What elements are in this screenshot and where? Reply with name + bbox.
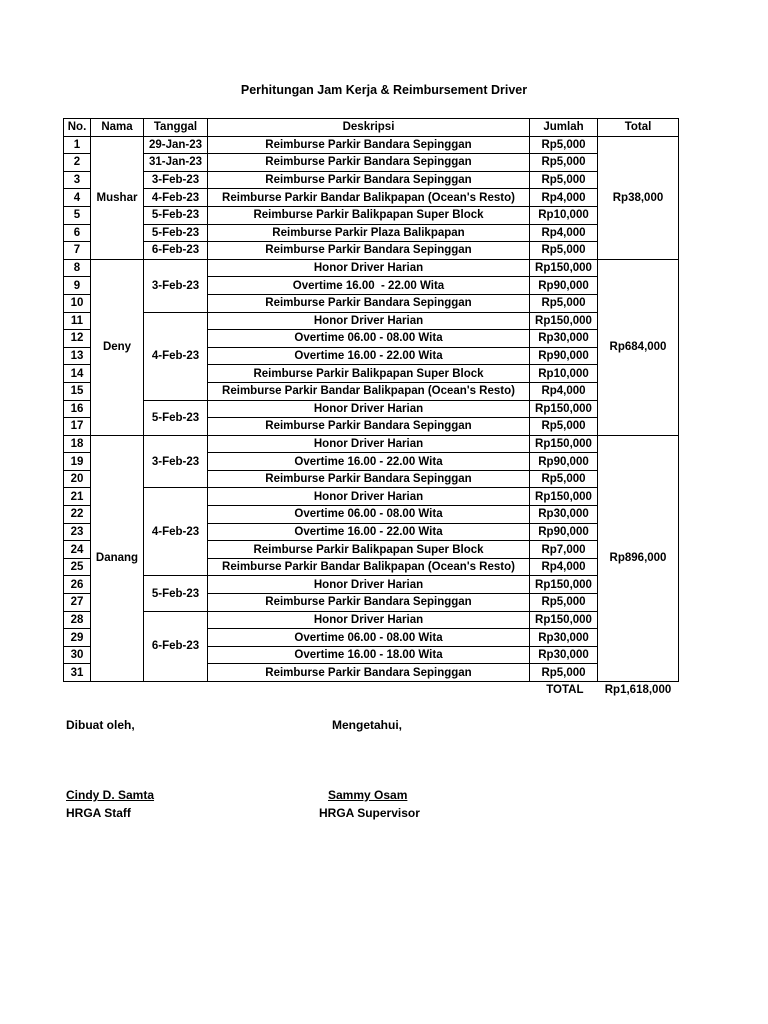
row-description: Honor Driver Harian <box>208 312 530 330</box>
row-date: 4-Feb-23 <box>144 488 208 576</box>
driver-total: Rp38,000 <box>598 136 679 259</box>
row-amount: Rp90,000 <box>530 347 598 365</box>
table-header-row <box>64 119 679 137</box>
row-amount: Rp30,000 <box>530 629 598 647</box>
row-no: 27 <box>64 594 91 612</box>
row-date: 3-Feb-23 <box>144 259 208 312</box>
header-no: No. <box>64 119 91 137</box>
row-no: 13 <box>64 347 91 365</box>
row-description: Reimburse Parkir Balikpapan Super Block <box>208 365 530 383</box>
driver-name: Deny <box>91 259 144 435</box>
row-amount: Rp5,000 <box>530 470 598 488</box>
row-no: 9 <box>64 277 91 295</box>
header-nama: Nama <box>91 119 144 137</box>
row-amount: Rp30,000 <box>530 506 598 524</box>
row-amount: Rp150,000 <box>530 259 598 277</box>
row-no: 19 <box>64 453 91 471</box>
row-description: Overtime 06.00 - 08.00 Wita <box>208 629 530 647</box>
row-description: Honor Driver Harian <box>208 259 530 277</box>
table-row <box>64 576 679 594</box>
row-description: Reimburse Parkir Bandara Sepinggan <box>208 242 530 260</box>
driver-total: Rp896,000 <box>598 435 679 681</box>
table-row <box>64 189 679 207</box>
row-amount: Rp4,000 <box>530 189 598 207</box>
table-row <box>64 136 679 154</box>
row-amount: Rp150,000 <box>530 400 598 418</box>
grand-total-row <box>64 682 679 699</box>
row-description: Overtime 06.00 - 08.00 Wita <box>208 330 530 348</box>
row-description: Reimburse Parkir Bandar Balikpapan (Ocean's Resto) <box>208 382 530 400</box>
row-amount: Rp150,000 <box>530 488 598 506</box>
row-date: 6-Feb-23 <box>144 242 208 260</box>
table-row <box>64 242 679 260</box>
row-amount: Rp5,000 <box>530 594 598 612</box>
row-no: 12 <box>64 330 91 348</box>
row-description: Reimburse Parkir Bandara Sepinggan <box>208 594 530 612</box>
table-row <box>64 206 679 224</box>
row-description: Reimburse Parkir Bandara Sepinggan <box>208 171 530 189</box>
table-row <box>64 171 679 189</box>
grand-total-value: Rp1,618,000 <box>604 684 672 697</box>
row-date: 5-Feb-23 <box>144 224 208 242</box>
row-amount: Rp30,000 <box>530 330 598 348</box>
header-deskripsi: Deskripsi <box>208 119 530 137</box>
table-row <box>64 400 679 418</box>
acknowledged-by-caption: Mengetahui, <box>332 718 403 732</box>
row-amount: Rp5,000 <box>530 664 598 682</box>
driver-name: Mushar <box>91 136 144 259</box>
grand-total-label: TOTAL <box>546 684 584 697</box>
row-no: 1 <box>64 136 91 154</box>
row-description: Reimburse Parkir Bandar Balikpapan (Ocean's Resto) <box>208 189 530 207</box>
row-amount: Rp90,000 <box>530 277 598 295</box>
header-jumlah: Jumlah <box>530 119 598 137</box>
row-no: 24 <box>64 541 91 559</box>
row-no: 30 <box>64 646 91 664</box>
row-no: 6 <box>64 224 91 242</box>
row-date: 3-Feb-23 <box>144 435 208 488</box>
row-amount: Rp4,000 <box>530 382 598 400</box>
row-amount: Rp5,000 <box>530 242 598 260</box>
row-amount: Rp10,000 <box>530 365 598 383</box>
row-amount: Rp4,000 <box>530 224 598 242</box>
row-amount: Rp150,000 <box>530 312 598 330</box>
row-description: Honor Driver Harian <box>208 435 530 453</box>
row-date: 4-Feb-23 <box>144 312 208 400</box>
row-amount: Rp150,000 <box>530 576 598 594</box>
table-row <box>64 435 679 453</box>
row-description: Reimburse Parkir Bandara Sepinggan <box>208 154 530 172</box>
row-no: 25 <box>64 558 91 576</box>
row-no: 17 <box>64 418 91 436</box>
row-date: 29-Jan-23 <box>144 136 208 154</box>
table-row <box>64 154 679 172</box>
row-description: Reimburse Parkir Plaza Balikpapan <box>208 224 530 242</box>
row-description: Reimburse Parkir Bandara Sepinggan <box>208 418 530 436</box>
row-no: 23 <box>64 523 91 541</box>
row-amount: Rp7,000 <box>530 541 598 559</box>
table-row <box>64 312 679 330</box>
row-amount: Rp150,000 <box>530 611 598 629</box>
row-amount: Rp5,000 <box>530 136 598 154</box>
row-description: Reimburse Parkir Balikpapan Super Block <box>208 206 530 224</box>
row-no: 8 <box>64 259 91 277</box>
row-no: 22 <box>64 506 91 524</box>
row-date: 5-Feb-23 <box>144 576 208 611</box>
row-date: 4-Feb-23 <box>144 189 208 207</box>
row-amount: Rp5,000 <box>530 171 598 189</box>
reimbursement-table <box>63 118 679 699</box>
row-no: 18 <box>64 435 91 453</box>
driver-total: Rp684,000 <box>598 259 679 435</box>
prepared-by-caption: Dibuat oleh, <box>66 718 135 732</box>
row-no: 29 <box>64 629 91 647</box>
row-amount: Rp90,000 <box>530 453 598 471</box>
row-description: Reimburse Parkir Bandara Sepinggan <box>208 136 530 154</box>
row-description: Honor Driver Harian <box>208 576 530 594</box>
row-description: Overtime 16.00 - 22.00 Wita <box>208 453 530 471</box>
row-description: Overtime 16.00 - 22.00 Wita <box>208 347 530 365</box>
row-amount: Rp5,000 <box>530 154 598 172</box>
row-amount: Rp5,000 <box>530 294 598 312</box>
row-date: 3-Feb-23 <box>144 171 208 189</box>
document-title: Perhitungan Jam Kerja & Reimbursement Driver <box>240 83 528 97</box>
table-row <box>64 224 679 242</box>
row-date: 5-Feb-23 <box>144 206 208 224</box>
row-description: Overtime 16.00 - 22.00 Wita <box>208 523 530 541</box>
row-amount: Rp90,000 <box>530 523 598 541</box>
prepared-by-role: HRGA Staff <box>66 806 131 820</box>
row-amount: Rp30,000 <box>530 646 598 664</box>
row-description: Overtime 16.00 - 18.00 Wita <box>208 646 530 664</box>
row-no: 2 <box>64 154 91 172</box>
row-amount: Rp150,000 <box>530 435 598 453</box>
row-description: Reimburse Parkir Bandar Balikpapan (Ocean's Resto) <box>208 558 530 576</box>
row-no: 5 <box>64 206 91 224</box>
row-description: Reimburse Parkir Bandara Sepinggan <box>208 664 530 682</box>
header-total: Total <box>598 119 679 137</box>
row-amount: Rp5,000 <box>530 418 598 436</box>
row-no: 11 <box>64 312 91 330</box>
table-row <box>64 488 679 506</box>
row-description: Reimburse Parkir Bandara Sepinggan <box>208 470 530 488</box>
row-description: Reimburse Parkir Balikpapan Super Block <box>208 541 530 559</box>
row-date: 31-Jan-23 <box>144 154 208 172</box>
row-description: Honor Driver Harian <box>208 488 530 506</box>
row-date: 5-Feb-23 <box>144 400 208 435</box>
row-no: 10 <box>64 294 91 312</box>
row-description: Honor Driver Harian <box>208 400 530 418</box>
acknowledged-by-role: HRGA Supervisor <box>319 806 420 820</box>
row-description: Reimburse Parkir Bandara Sepinggan <box>208 294 530 312</box>
acknowledged-by-name: Sammy Osam <box>328 788 408 802</box>
header-tanggal: Tanggal <box>144 119 208 137</box>
row-no: 15 <box>64 382 91 400</box>
row-no: 16 <box>64 400 91 418</box>
table-row <box>64 259 679 277</box>
row-description: Overtime 16.00 - 22.00 Wita <box>208 277 530 295</box>
driver-name: Danang <box>91 435 144 681</box>
row-no: 3 <box>64 171 91 189</box>
row-no: 20 <box>64 470 91 488</box>
row-no: 7 <box>64 242 91 260</box>
row-no: 26 <box>64 576 91 594</box>
row-amount: Rp4,000 <box>530 558 598 576</box>
row-no: 21 <box>64 488 91 506</box>
row-no: 14 <box>64 365 91 383</box>
table-row <box>64 611 679 629</box>
row-date: 6-Feb-23 <box>144 611 208 681</box>
row-description: Overtime 06.00 - 08.00 Wita <box>208 506 530 524</box>
row-amount: Rp10,000 <box>530 206 598 224</box>
row-no: 28 <box>64 611 91 629</box>
row-no: 31 <box>64 664 91 682</box>
row-no: 4 <box>64 189 91 207</box>
prepared-by-name: Cindy D. Samta <box>66 788 155 802</box>
row-description: Honor Driver Harian <box>208 611 530 629</box>
